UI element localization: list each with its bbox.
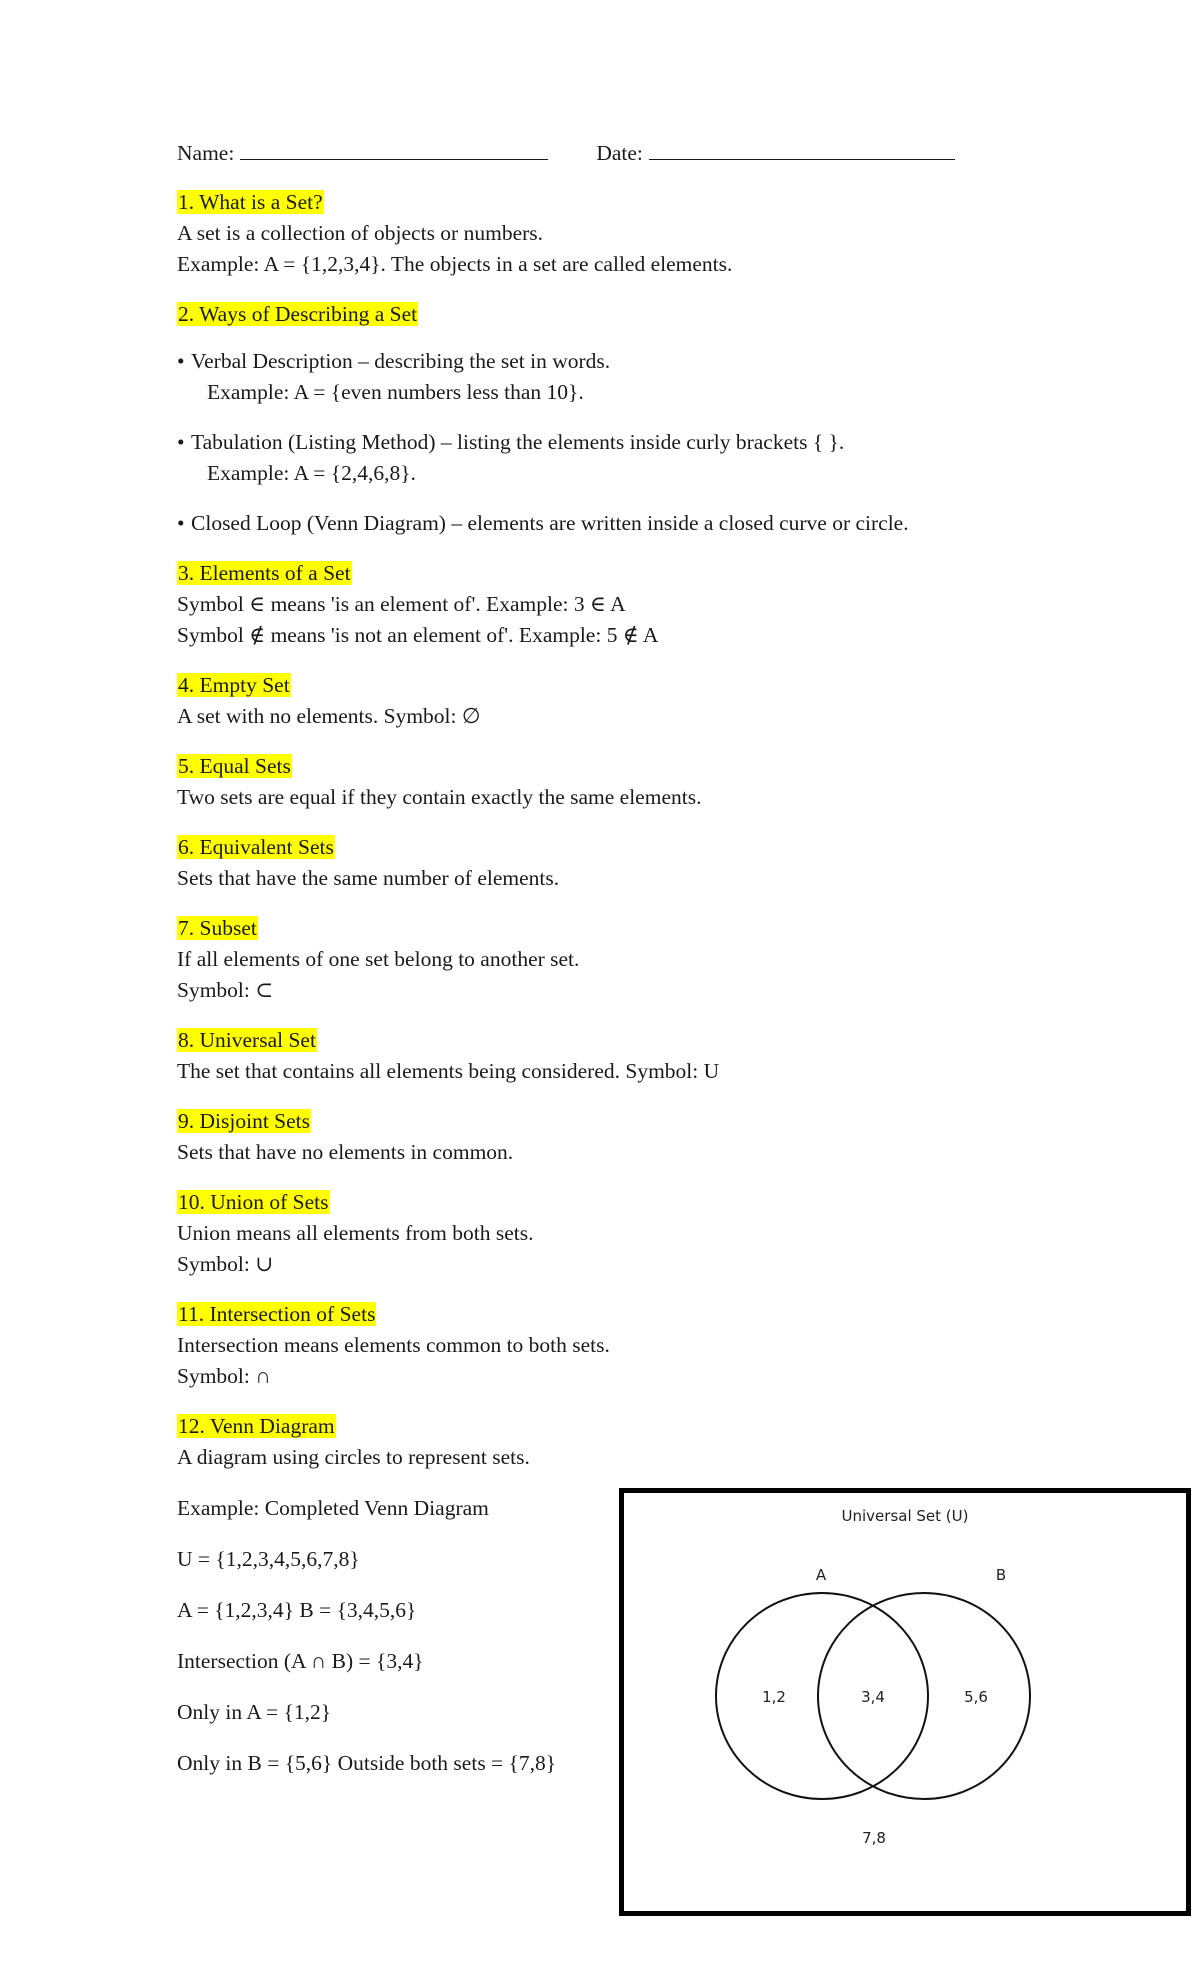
section-universal-set xyxy=(177,1025,1077,1087)
venn-only-b: 5,6 xyxy=(964,1688,988,1706)
section-text: Sets that have the same number of elements. xyxy=(177,866,560,890)
section-heading: 3. Elements of a Set xyxy=(178,561,351,585)
example-line: A = {1,2,3,4} B = {3,4,5,6} xyxy=(177,1598,417,1622)
section-text: Symbol: ∩ xyxy=(177,1364,271,1388)
section-heading: 1. What is a Set? xyxy=(178,190,323,214)
section-text: A diagram using circles to represent sets. xyxy=(177,1445,530,1469)
bullet-item xyxy=(177,346,1077,408)
example-line: Intersection (A ∩ B) = {3,4} xyxy=(177,1649,424,1673)
date-label: Date: xyxy=(596,141,643,165)
section-equal-sets xyxy=(177,751,1077,813)
section-text: If all elements of one set belong to another set. xyxy=(177,947,580,971)
bullet-icon: • xyxy=(177,511,185,535)
section-heading: 10. Union of Sets xyxy=(178,1190,329,1214)
name-label: Name: xyxy=(177,141,235,165)
section-elements xyxy=(177,558,1077,651)
section-heading: 2. Ways of Describing a Set xyxy=(178,302,418,326)
section-heading: 11. Intersection of Sets xyxy=(178,1302,376,1326)
venn-intersection: 3,4 xyxy=(861,1688,885,1706)
example-line: Only in A = {1,2} xyxy=(177,1700,332,1724)
section-heading: 6. Equivalent Sets xyxy=(178,835,334,859)
section-equivalent-sets xyxy=(177,832,1077,894)
section-union xyxy=(177,1187,1077,1280)
section-text: Two sets are equal if they contain exactly the same elements. xyxy=(177,785,702,809)
bullet-text: Tabulation (Listing Method) – listing the elements inside curly brackets { }. xyxy=(191,430,845,454)
section-text: Intersection means elements common to both sets. xyxy=(177,1333,610,1357)
example-line: Example: Completed Venn Diagram xyxy=(177,1496,489,1520)
section-intersection xyxy=(177,1299,1077,1392)
venn-diagram-svg xyxy=(624,1493,1186,1911)
section-disjoint-sets xyxy=(177,1106,1077,1168)
bullet-example: Example: A = {2,4,6,8}. xyxy=(207,461,416,485)
circle-b xyxy=(818,1593,1030,1799)
section-text: Union means all elements from both sets. xyxy=(177,1221,534,1245)
venn-only-a: 1,2 xyxy=(762,1688,786,1706)
circle-a xyxy=(716,1593,928,1799)
section-text: Sets that have no elements in common. xyxy=(177,1140,514,1164)
bullet-text: Verbal Description – describing the set in words. xyxy=(191,349,611,373)
bullet-item xyxy=(177,508,1077,539)
section-heading: 9. Disjoint Sets xyxy=(178,1109,311,1133)
venn-label-b: B xyxy=(995,1566,1007,1584)
section-empty-set xyxy=(177,670,1077,732)
example-line: Only in B = {5,6} Outside both sets = {7,8} xyxy=(177,1751,557,1775)
name-blank[interactable] xyxy=(240,139,548,160)
bullet-icon: • xyxy=(177,430,185,454)
section-heading: 5. Equal Sets xyxy=(178,754,291,778)
section-text: Symbol: ⊂ xyxy=(177,978,274,1002)
header-row xyxy=(177,138,1077,169)
section-text: Symbol ∉ means 'is not an element of'. Example: 5 ∉ A xyxy=(177,623,659,647)
section-heading: 12. Venn Diagram xyxy=(178,1414,335,1438)
bullet-item xyxy=(177,427,1077,489)
bullet-example: Example: A = {even numbers less than 10}. xyxy=(207,380,584,404)
venn-label-a: A xyxy=(815,1566,827,1584)
venn-outside: 7,8 xyxy=(862,1829,886,1847)
section-text: Symbol ∈ means 'is an element of'. Example: 3 ∈ A xyxy=(177,592,626,616)
venn-diagram-figure xyxy=(619,1488,1191,1916)
example-line: U = {1,2,3,4,5,6,7,8} xyxy=(177,1547,360,1571)
venn-title: Universal Set (U) xyxy=(841,1507,969,1525)
bullet-text: Closed Loop (Venn Diagram) – elements are written inside a closed curve or circle. xyxy=(191,511,909,535)
date-blank[interactable] xyxy=(649,139,955,160)
section-heading: 4. Empty Set xyxy=(178,673,290,697)
section-text: A set is a collection of objects or numbers. xyxy=(177,221,544,245)
section-ways-of-describing xyxy=(177,299,1077,539)
section-text: Symbol: ∪ xyxy=(177,1252,274,1276)
bullet-list xyxy=(177,346,1077,539)
section-what-is-a-set xyxy=(177,187,1077,280)
section-text: A set with no elements. Symbol: ∅ xyxy=(177,704,481,728)
section-subset xyxy=(177,913,1077,1006)
bullet-icon: • xyxy=(177,349,185,373)
section-text: Example: A = {1,2,3,4}. The objects in a set are called elements. xyxy=(177,252,733,276)
section-heading: 8. Universal Set xyxy=(178,1028,316,1052)
section-text: The set that contains all elements being considered. Symbol: U xyxy=(177,1059,720,1083)
section-heading: 7. Subset xyxy=(178,916,257,940)
